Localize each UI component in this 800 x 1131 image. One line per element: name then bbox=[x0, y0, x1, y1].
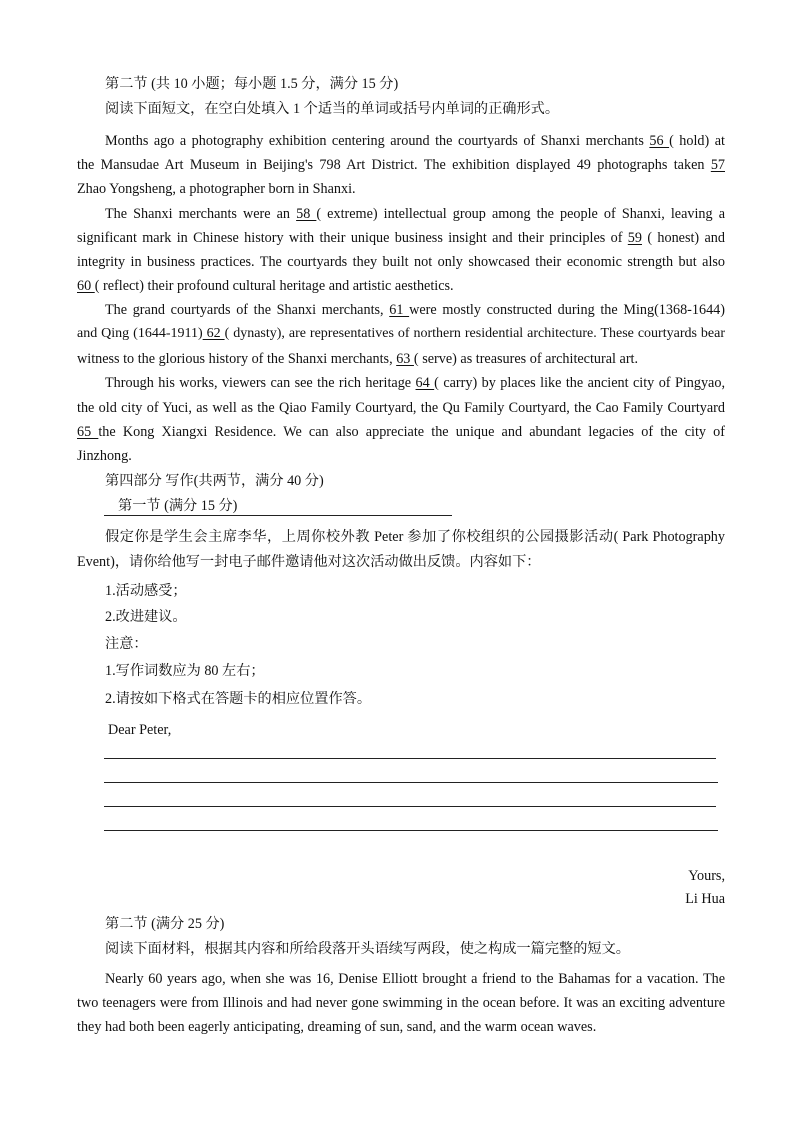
blank-59: 59 bbox=[627, 230, 642, 246]
blank-60: 60 bbox=[77, 278, 95, 294]
material-line: Nearly 60 years ago, when she was 16, Denise Elliott brought a friend to the Bahamas for a vacation. The bbox=[105, 971, 725, 987]
blank-61: 61 bbox=[389, 302, 410, 318]
passage-line: Jinzhong. bbox=[77, 448, 132, 464]
part-title: 第四部分 写作(共两节，满分 40 分) bbox=[105, 473, 324, 489]
subsection-title: 第二节 (满分 25 分) bbox=[105, 916, 225, 932]
passage-line: 60 ( reflect) their profound cultural heritage and artistic aesthetics. bbox=[77, 278, 454, 294]
section-title: 第二节 (共 10 小题；每小题 1.5 分，满分 15 分) bbox=[105, 76, 399, 92]
section-instruction: 阅读下面短文，在空白处填入 1 个适当的单词或括号内单词的正确形式。 bbox=[105, 101, 560, 117]
blank-57: 57 bbox=[710, 157, 725, 173]
title-underline bbox=[104, 515, 452, 516]
passage-line: The grand courtyards of the Shanxi merchants, 61 were mostly constructed during the Ming(1368-1644) bbox=[105, 302, 725, 318]
subsection-title: 第一节 (满分 15 分) bbox=[118, 498, 238, 514]
task-line: 假定你是学生会主席李华，上周你校外教 Peter 参加了你校组织的公园摄影活动( Park Photography bbox=[105, 529, 725, 545]
answer-line bbox=[104, 830, 718, 831]
passage-line: and Qing (1644-1911) 62 ( dynasty), are representatives of northern residential architecture. These courtyards bear bbox=[77, 326, 725, 341]
task-item: 2.改进建议。 bbox=[105, 609, 187, 625]
task-line: Event)，请你给他写一封电子邮件邀请他对这次活动做出反馈。内容如下： bbox=[77, 554, 541, 570]
blank-56: 56 bbox=[649, 133, 670, 149]
salutation: Dear Peter, bbox=[108, 722, 172, 738]
passage-line: significant mark in Chinese history with their unique business insight and their principles of 59 ( honest) and bbox=[77, 230, 725, 246]
material-line: two teenagers were from Illinois and had never gone swimming in the ocean before. It was an exciting adventure bbox=[77, 995, 725, 1011]
note-item: 1.写作词数应为 80 左右； bbox=[105, 663, 265, 679]
task-instruction: 阅读下面材料，根据其内容和所给段落开头语续写两段，使之构成一篇完整的短文。 bbox=[105, 941, 630, 957]
material-line: they had both been eagerly anticipating, dreaming of sun, sand, and the warm ocean waves. bbox=[77, 1019, 597, 1035]
passage-line: The Shanxi merchants were an 58 ( extreme) intellectual group among the people of Shanxi, leaving a bbox=[105, 206, 725, 222]
answer-line bbox=[104, 806, 716, 807]
note-item: 2.请按如下格式在答题卡的相应位置作答。 bbox=[105, 691, 372, 707]
answer-line bbox=[104, 758, 716, 759]
passage-line: the Mansudae Art Museum in Beijing's 798 Art District. The exhibition displayed 49 photographs taken 57 bbox=[77, 157, 725, 173]
signature: Li Hua bbox=[685, 891, 725, 907]
note-title: 注意： bbox=[105, 636, 148, 652]
blank-65: 65 bbox=[77, 424, 99, 440]
blank-63: 63 bbox=[396, 351, 414, 367]
task-item: 1.活动感受； bbox=[105, 583, 187, 599]
passage-line: Zhao Yongsheng, a photographer born in Shanxi. bbox=[77, 181, 356, 197]
answer-line bbox=[104, 782, 718, 783]
blank-58: 58 bbox=[296, 206, 317, 222]
closing: Yours, bbox=[688, 868, 725, 884]
passage-line: witness to the glorious history of the Shanxi merchants, 63 ( serve) as treasures of architectural art. bbox=[77, 351, 639, 367]
passage-line: the old city of Yuci, as well as the Qiao Family Courtyard, the Qu Family Courtyard, the Cao Family Courtyard bbox=[77, 400, 725, 416]
passage-line: 65 the Kong Xiangxi Residence. We can also appreciate the unique and abundant legacies of the city of bbox=[77, 424, 725, 440]
passage-line: Through his works, viewers can see the rich heritage 64 ( carry) by places like the ancient city of Pingyao, bbox=[105, 375, 725, 391]
passage-line: Months ago a photography exhibition centering around the courtyards of Shanxi merchants 56 ( hold) at bbox=[105, 133, 725, 149]
passage-line: integrity in business practices. The courtyards they built not only showcased their economic strength but also bbox=[77, 254, 725, 270]
blank-62: 62 bbox=[202, 326, 225, 341]
blank-64: 64 bbox=[415, 375, 435, 391]
